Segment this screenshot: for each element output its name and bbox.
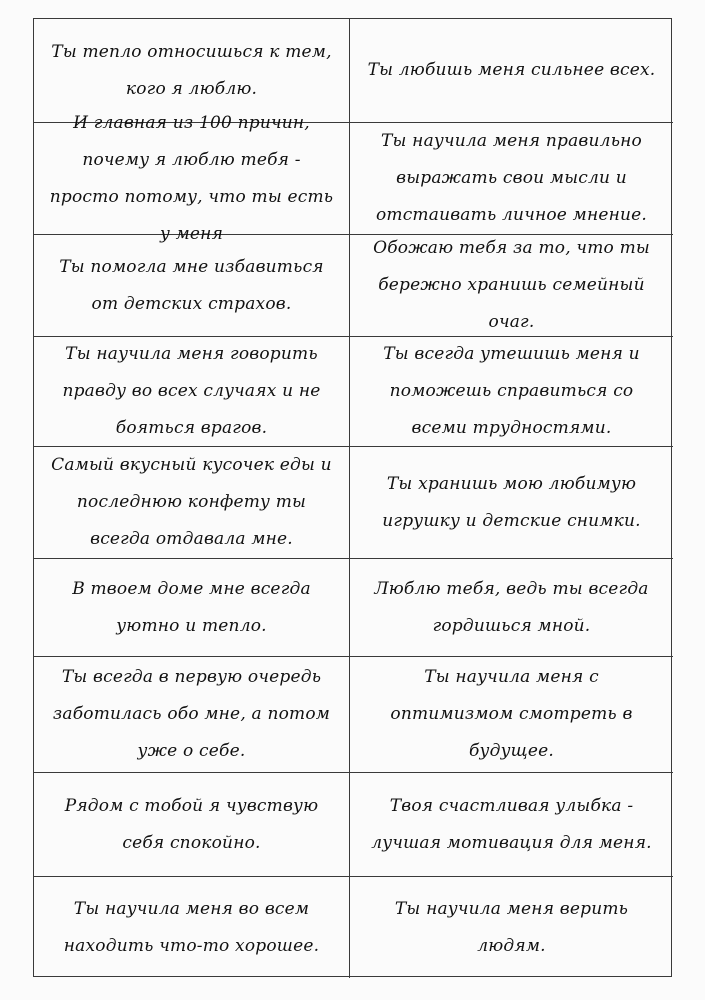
card-text: Рядом с тобой я чувствую себя спокойно. — [64, 795, 319, 853]
card-7-right — [350, 657, 673, 773]
card-text: В твоем доме мне всегда уютно и тепло. — [72, 578, 311, 636]
card-text: Ты научила меня правильно выражать свои мысли и отстаивать личное мнение. — [375, 131, 648, 225]
card-8-right — [350, 773, 673, 877]
card-4-left — [34, 337, 350, 447]
card-text: Ты помогла мне избавиться от детских страхов. — [59, 256, 324, 314]
card-9-left — [34, 877, 350, 978]
card-6-right — [350, 559, 673, 657]
card-2-right — [350, 123, 673, 235]
card-1-right — [350, 19, 673, 123]
card-text: Ты научила меня с оптимизмом смотреть в будущее. — [390, 667, 633, 761]
card-text: Обожаю тебя за то, что ты бережно хранишь семейный очаг. — [373, 238, 650, 332]
card-text: Самый вкусный кусочек еды и последнюю конфету ты всегда отдавала мне. — [51, 455, 332, 549]
card-4-right — [350, 337, 673, 447]
card-text: И главная из 100 причин, почему я люблю тебя - просто потому, что ты есть у меня — [49, 112, 334, 244]
card-text: Ты научила меня говорить правду во всех случаях и не бояться врагов. — [62, 344, 321, 438]
card-text: Ты любишь меня сильнее всех. — [367, 60, 656, 80]
card-text: Ты научила меня во всем находить что-то хорошее. — [63, 898, 320, 956]
card-text: Ты научила меня верить людям. — [394, 898, 629, 956]
card-3-left — [34, 235, 350, 337]
card-text: Ты хранишь мою любимую игрушку и детские снимки. — [382, 473, 641, 531]
card-text: Люблю тебя, ведь ты всегда гордишься мной. — [374, 578, 649, 636]
card-text: Ты тепло относишься к тем, кого я люблю. — [51, 41, 332, 99]
card-text: Ты всегда в первую очередь заботилась обо мне, а потом уже о себе. — [52, 667, 331, 761]
card-3-right — [350, 235, 673, 337]
card-8-left — [34, 773, 350, 877]
card-5-right — [350, 447, 673, 559]
card-2-left — [34, 112, 350, 244]
card-text: Твоя счастливая улыбка - лучшая мотивация для меня. — [371, 795, 652, 853]
card-7-left — [34, 657, 350, 773]
card-9-right — [350, 877, 673, 978]
card-5-left — [34, 447, 350, 559]
card-6-left — [34, 559, 350, 657]
cards-table — [33, 18, 672, 977]
card-text: Ты всегда утешишь меня и поможешь справиться со всеми трудностями. — [383, 344, 640, 438]
